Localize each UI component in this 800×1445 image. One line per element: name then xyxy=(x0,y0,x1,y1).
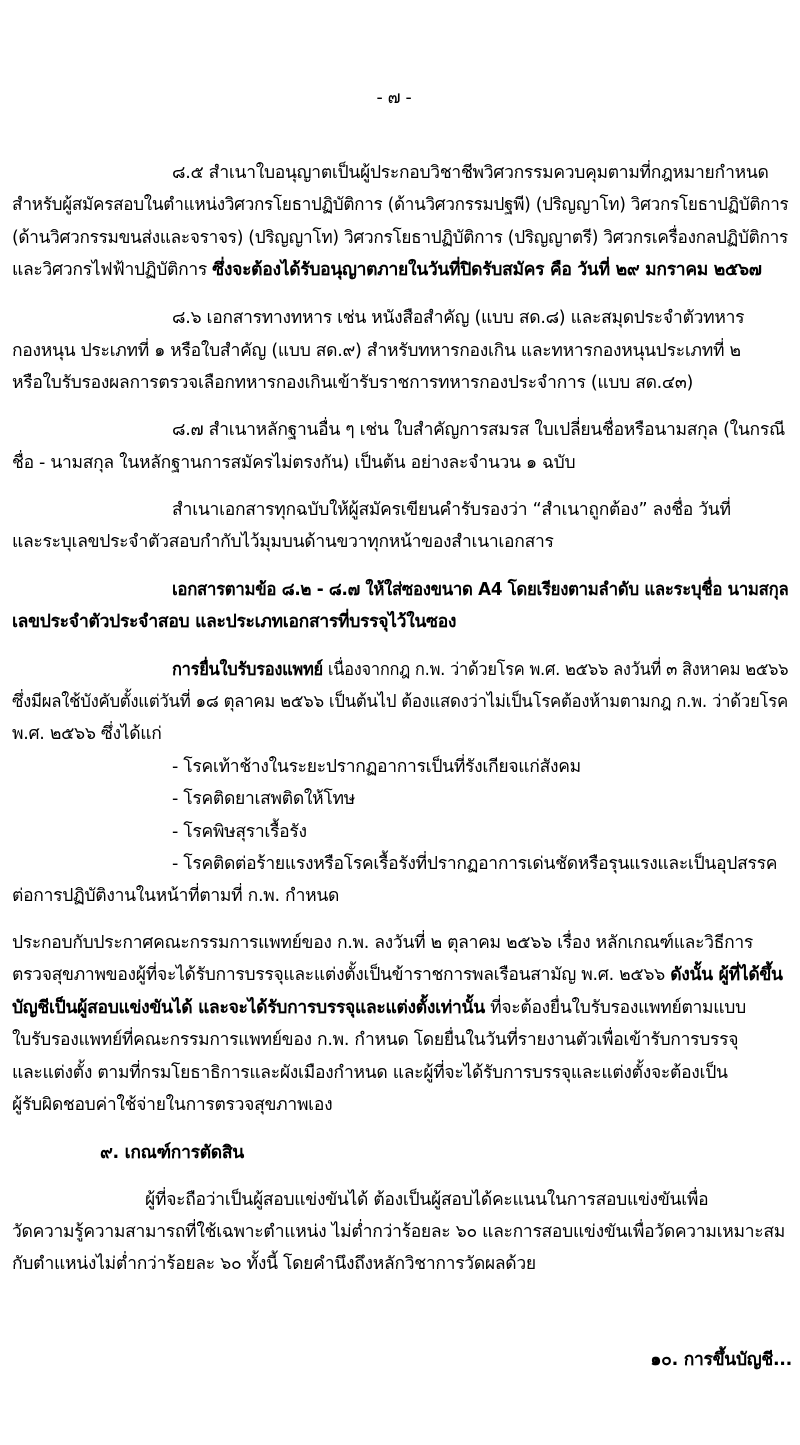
item-8-5-line-4 xyxy=(12,258,762,282)
item-8-5-line-4-text: และวิศวกรไฟฟ้าปฏิบัติการ xyxy=(12,260,213,280)
medical-p2-line-3 xyxy=(12,996,746,1020)
certify-note-line-2: และระบุเลขประจำตัวสอบกำกับไว้มุมบนด้านขวาทุกหน้าของสำเนาเอกสาร xyxy=(12,532,554,552)
disease-item: - โรคติดต่อร้ายแรงหรือโรคเรื้อรังที่ปรากฏอาการเด่นชัดหรือรุนแรงและเป็นอุปสรรค xyxy=(172,854,778,874)
disease-item: - โรคพิษสุราเรื้อรัง xyxy=(172,822,307,842)
item-8-6-line-2: กองหนุน ประเภทที่ ๑ หรือใบสำคัญ (แบบ สด.๙) สำหรับทหารกองเกิน และทหารกองหนุนประเภทที่ ๒ xyxy=(12,341,741,361)
medical-p2-line-2-bold: ดังนั้น ผู้ที่ได้ขึ้น xyxy=(670,965,783,985)
medical-p2-line-6: ผู้รับผิดชอบค่าใช้จ่ายในการตรวจสุขภาพเอง xyxy=(12,1095,333,1115)
item-8-5-line-3: (ด้านวิศวกรรมขนส่งและจราจร) (ปริญญาโท) วิศวกรโยธาปฏิบัติการ (ปริญญาตรี) วิศวกรเครื่องกลปฏิบัติการ xyxy=(12,228,788,248)
medical-p2-line-2 xyxy=(12,963,783,987)
section-9-line-1: ผู้ที่จะถือว่าเป็นผู้สอบแข่งขันได้ ต้องเป็นผู้สอบได้คะแนนในการสอบแข่งขันเพื่อ xyxy=(145,1190,709,1210)
disease-item-continuation: ต่อการปฏิบัติงานในหน้าที่ตามที่ ก.พ. กำหนด xyxy=(12,886,340,906)
item-8-7-line-2: ชื่อ - นามสกุล ในหลักฐานการสมัครไม่ตรงกัน) เป็นต้น อย่างละจำนวน ๑ ฉบับ xyxy=(12,453,576,473)
next-page-continuation: ๑๐. การขึ้นบัญชี... xyxy=(650,1350,792,1370)
page-number: - ๗ - xyxy=(376,88,412,108)
disease-item: - โรคติดยาเสพติดให้โทษ xyxy=(172,789,355,809)
envelope-note-line-2: เลขประจำตัวประจำสอบ และประเภทเอกสารที่บรรจุไว้ในซอง xyxy=(12,612,457,632)
medical-p2-line-2-text: ตรวจสุขภาพของผู้ที่จะได้รับการบรรจุและแต่งตั้งเป็นข้าราชการพลเรือนสามัญ พ.ศ. ๒๕๖๖ xyxy=(12,965,671,985)
item-8-7-line-1: ๘.๗ สำเนาหลักฐานอื่น ๆ เช่น ใบสำคัญการสมรส ใบเปลี่ยนชื่อหรือนามสกุล (ในกรณี xyxy=(172,420,785,440)
item-8-5-line-1: ๘.๕ สำเนาใบอนุญาตเป็นผู้ประกอบวิชาชีพวิศวกรรมควบคุมตามที่กฎหมายกำหนด xyxy=(172,163,769,183)
medical-p2-line-5: และแต่งตั้ง ตามที่กรมโยธาธิการและผังเมืองกำหนด และผู้ที่จะได้รับการบรรจุและแต่งตั้งจะต้องเป็น xyxy=(12,1063,728,1083)
item-8-6-line-3: หรือใบรับรองผลการตรวจเลือกทหารกองเกินเข้ารับราชการทหารกองประจำการ (แบบ สด.๔๓) xyxy=(12,373,694,393)
medical-p2-line-4: ใบรับรองแพทย์ที่คณะกรรมการแพทย์ของ ก.พ. กำหนด โดยยื่นในวันที่รายงานตัวเพื่อเข้ารับการบรรจุ xyxy=(12,1030,739,1050)
medical-p2-line-3-text: ที่จะต้องยื่นใบรับรองแพทย์ตามแบบ xyxy=(484,998,746,1018)
medical-line-3: พ.ศ. ๒๕๖๖ ซึ่งได้แก่ xyxy=(12,724,162,744)
medical-line-1-text: เนื่องจากกฎ ก.พ. ว่าด้วยโรค พ.ศ. ๒๕๖๖ ลงวันที่ ๓ สิงหาคม ๒๕๖๖ xyxy=(322,660,789,680)
section-9-heading: ๙. เกณฑ์การตัดสิน xyxy=(100,1143,244,1163)
item-8-5-line-2: สำหรับผู้สมัครสอบในตำแหน่งวิศวกรโยธาปฏิบัติการ (ด้านวิศวกรรมปฐพี) (ปริญญาโท) วิศวกรโยธาปฏิบัติการ xyxy=(12,195,789,215)
certify-note-line-1: สำเนาเอกสารทุกฉบับให้ผู้สมัครเขียนคำรับรองว่า “สำเนาถูกต้อง” ลงชื่อ วันที่ xyxy=(172,500,731,520)
medical-line-1 xyxy=(172,658,788,682)
envelope-note-line-1: เอกสารตามข้อ ๘.๒ - ๘.๗ ให้ใส่ซองขนาด A4 โดยเรียงตามลำดับ และระบุชื่อ นามสกุล xyxy=(172,580,789,600)
medical-p2-line-3-bold: บัญชีเป็นผู้สอบแข่งขันได้ และจะได้รับการบรรจุและแต่งตั้งเท่านั้น xyxy=(12,998,485,1018)
item-8-6-line-1: ๘.๖ เอกสารทางทหาร เช่น หนังสือสำคัญ (แบบ สด.๘) และสมุดประจำตัวทหาร xyxy=(172,308,745,328)
section-9-line-2: วัดความรู้ความสามารถที่ใช้เฉพาะตำแหน่ง ไม่ต่ำกว่าร้อยละ ๖๐ และการสอบแข่งขันเพื่อวัดความเหมาะสม xyxy=(12,1222,785,1242)
medical-p2-line-1: ประกอบกับประกาศคณะกรรมการแพทย์ของ ก.พ. ลงวันที่ ๒ ตุลาคม ๒๕๖๖ เรื่อง หลักเกณฑ์และวิธีการ xyxy=(12,933,754,953)
medical-line-2: ซึ่งมีผลใช้บังคับตั้งแต่วันที่ ๑๘ ตุลาคม ๒๕๖๖ เป็นต้นไป ต้องแสดงว่าไม่เป็นโรคต้องห้ามตามกฎ ก.พ. ว่าด้วยโรค xyxy=(12,692,788,712)
section-9-line-3: กับตำแหน่งไม่ต่ำกว่าร้อยละ ๖๐ ทั้งนี้ โดยคำนึงถึงหลักวิชาการวัดผลด้วย xyxy=(12,1254,536,1274)
medical-heading: การยื่นใบรับรองแพทย์ xyxy=(172,660,323,680)
disease-item: - โรคเท้าช้างในระยะปรากฏอาการเป็นที่รังเกียจแก่สังคม xyxy=(172,757,581,777)
license-deadline: ซึ่งจะต้องได้รับอนุญาตภายในวันที่ปิดรับสมัคร คือ วันที่ ๒๙ มกราคม ๒๕๖๗ xyxy=(212,260,762,280)
